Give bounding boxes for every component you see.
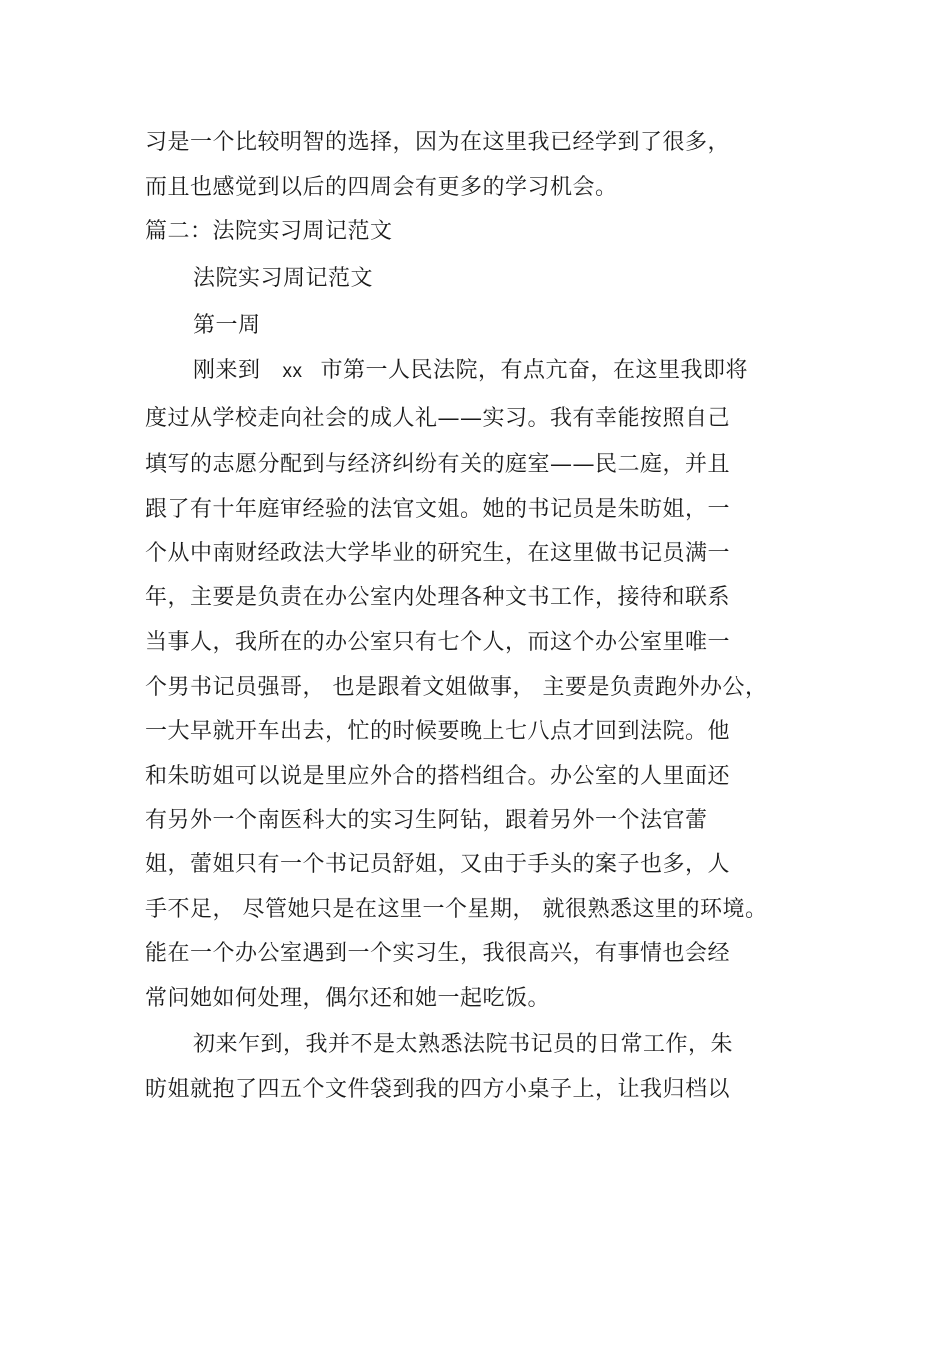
paragraph-line-8: 填写的志愿分配到与经济纠纷有关的庭室——民二庭，并且 bbox=[145, 452, 731, 477]
paragraph-line-17: 姐，蕾姐只有一个书记员舒姐，又由于手头的案子也多，人 bbox=[145, 852, 731, 877]
paragraph-line-18: 手不足， 尽管她只是在这里一个星期， 就很熟悉这里的环境。 bbox=[145, 897, 768, 922]
paragraph-line-6 bbox=[193, 358, 748, 385]
text-segment: 市第一人民法院，有点亢奋，在这里我即将 bbox=[320, 358, 749, 383]
paragraph-line-13: 个男书记员强哥， 也是跟着文姐做事， 主要是负责跑外办公， bbox=[145, 675, 768, 700]
paragraph-line-2: 而且也感觉到以后的四周会有更多的学习机会。 bbox=[145, 175, 618, 200]
paragraph-line-21: 初来乍到，我并不是太熟悉法院书记员的日常工作，朱 bbox=[193, 1032, 734, 1057]
paragraph-line-16: 有另外一个南医科大的实习生阿钻，跟着另外一个法官蕾 bbox=[145, 808, 708, 833]
city-placeholder: xx bbox=[282, 361, 303, 382]
paragraph-line-15: 和朱昉姐可以说是里应外合的搭档组合。办公室的人里面还 bbox=[145, 764, 731, 789]
paragraph-line-10: 个从中南财经政法大学毕业的研究生，在这里做书记员满一 bbox=[145, 541, 731, 566]
paragraph-line-12: 当事人，我所在的办公室只有七个人，而这个办公室里唯一 bbox=[145, 630, 731, 655]
paragraph-line-1: 习是一个比较明智的选择，因为在这里我已经学到了很多， bbox=[145, 130, 731, 155]
article-title: 法院实习周记范文 bbox=[193, 266, 374, 291]
paragraph-line-22: 昉姐就抱了四五个文件袋到我的四方小桌子上，让我归档以 bbox=[145, 1077, 731, 1102]
paragraph-line-14: 一大早就开车出去，忙的时候要晚上七八点才回到法院。他 bbox=[145, 719, 731, 744]
paragraph-line-19: 能在一个办公室遇到一个实习生，我很高兴，有事情也会经 bbox=[145, 941, 731, 966]
text-segment: 刚来到 bbox=[193, 358, 261, 383]
paragraph-line-20: 常问她如何处理，偶尔还和她一起吃饭。 bbox=[145, 986, 551, 1011]
section-heading: 篇二：法院实习周记范文 bbox=[145, 219, 393, 244]
week-heading: 第一周 bbox=[193, 313, 261, 338]
paragraph-line-7: 度过从学校走向社会的成人礼——实习。我有幸能按照自己 bbox=[145, 406, 731, 431]
paragraph-line-11: 年，主要是负责在办公室内处理各种文书工作，接待和联系 bbox=[145, 585, 731, 610]
paragraph-line-9: 跟了有十年庭审经验的法官文姐。她的书记员是朱昉姐，一 bbox=[145, 497, 731, 522]
